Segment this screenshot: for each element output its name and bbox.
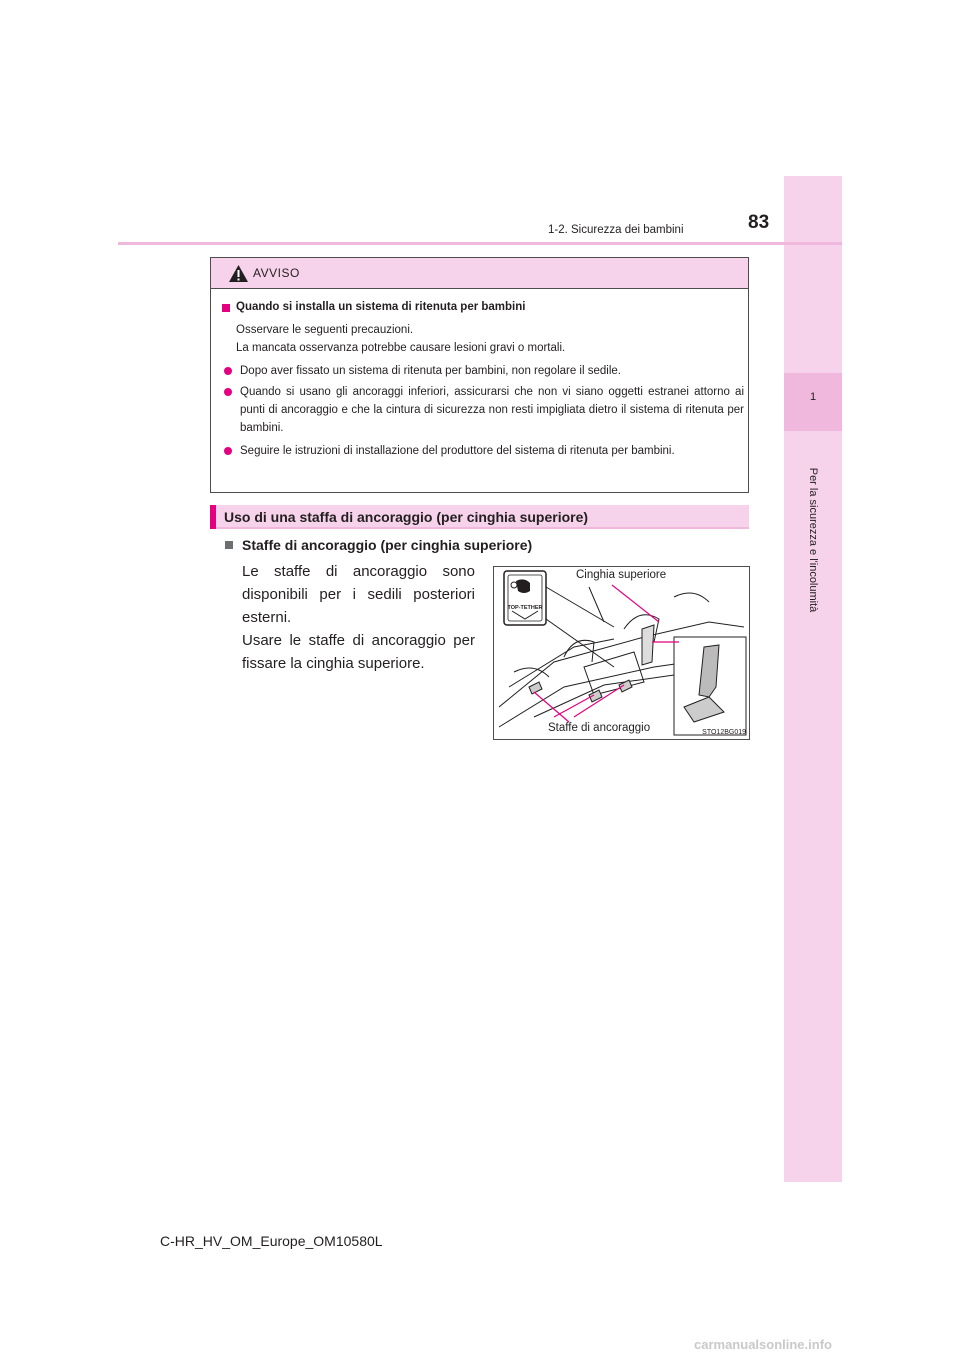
subheading-square-icon <box>225 541 233 549</box>
bullet-dot-icon <box>224 367 232 375</box>
subsection-heading: Staffe di ancoraggio (per cinghia superiore) <box>242 537 533 553</box>
warning-header <box>211 258 748 289</box>
figure-label-top-strap: Cinghia superiore <box>576 569 667 581</box>
warning-triangle-icon <box>228 264 249 283</box>
section-title: 1-2. Sicurezza dei bambini <box>548 224 684 236</box>
top-tether-icon: TOP-TETHER <box>507 605 543 611</box>
chapter-label: Per la sicurezza e l'incolumità <box>807 467 819 613</box>
warning-intro-1: Osservare le seguenti precauzioni. <box>236 324 414 336</box>
page-number: 83 <box>748 212 770 233</box>
warning-box <box>210 257 749 493</box>
document-id: C-HR_HV_OM_Europe_OM10580L <box>160 1233 383 1249</box>
warning-bullet: Dopo aver fissato un sistema di ritenuta per bambini, non regolare il sedile. <box>240 365 621 377</box>
chapter-number: 1 <box>809 391 817 403</box>
header-rule <box>118 242 842 245</box>
topic-heading-box <box>210 505 749 529</box>
topic-accent-bar <box>210 505 216 529</box>
illustration-anchor-brackets <box>493 566 750 740</box>
bullet-dot-icon <box>224 447 232 455</box>
warning-bullet: Quando si usano gli ancoraggi inferiori, assicurarsi che non vi siano oggetti estranei attorno ai punti di ancoraggio e che la cintura di sicurezza non resti impigliata dietro il sistema di ritenuta per bambini. <box>240 386 744 434</box>
watermark: carmanualsonline.info <box>694 1337 832 1352</box>
body-paragraph: Usare le staffe di ancoraggio per fissare la cinghia superiore. <box>242 632 475 672</box>
seat-illustration <box>494 567 749 739</box>
warning-title: AVVISO <box>253 266 300 280</box>
figure-label-anchor-brackets: Staffe di ancoraggio <box>548 722 651 734</box>
bullet-dot-icon <box>224 388 232 396</box>
topic-title: Uso di una staffa di ancoraggio (per cinghia superiore) <box>224 509 589 525</box>
warning-intro-2: La mancata osservanza potrebbe causare lesioni gravi o mortali. <box>236 342 566 354</box>
warning-bullet: Seguire le istruzioni di installazione del produttore del sistema di ritenuta per bambini. <box>240 445 675 457</box>
warning-heading: Quando si installa un sistema di ritenuta per bambini <box>236 301 526 313</box>
heading-square-icon <box>222 304 230 312</box>
body-paragraph: Le staffe di ancoraggio sono disponibili per i sedili posteriori esterni. <box>242 563 475 626</box>
figure-code: STO12BG019 <box>702 729 746 736</box>
chapter-side-tab <box>784 176 842 1182</box>
